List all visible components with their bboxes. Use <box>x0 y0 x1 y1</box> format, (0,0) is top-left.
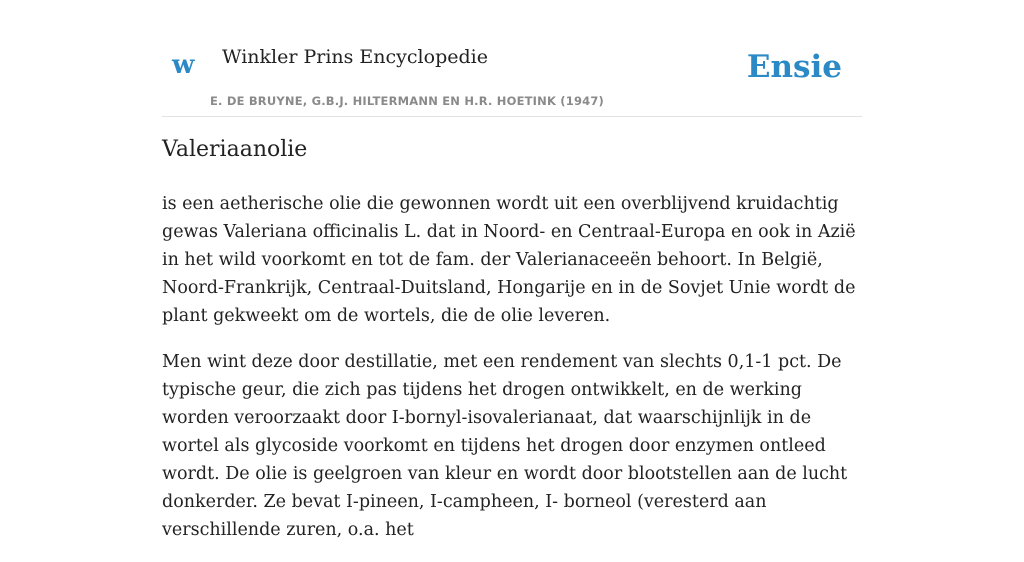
ensie-logo-link[interactable]: Ensie <box>746 49 842 85</box>
source-header <box>162 38 862 117</box>
article-paragraph: Men wint deze door destillatie, met een rendement van slechts 0,1-1 pct. De typische geur, die zich pas tijdens het drogen ontwikkelt, en de werking worden veroorzaakt door I-bornyl-isovalerianaat, dat waarschijnlijk in de wortel als glycoside voorkomt en tijdens het drogen door enzymen ontleed wordt. De olie is geelgroen van kleur en wordt door blootstellen aan de lucht donkerder. Ze bevat I-pineen, I-campheen, I- borneol (veresterd aan verschillende zuren, o.a. het <box>162 351 848 540</box>
source-title[interactable]: Winkler Prins Encyclopedie <box>222 46 488 68</box>
article-title: Valeriaanolie <box>162 137 308 162</box>
winkler-prins-logo-icon[interactable]: w <box>172 50 195 80</box>
article <box>162 136 864 562</box>
article-paragraph: is een aetherische olie die gewonnen wordt uit een overblijvend kruidachtig gewas Valeriana officinalis L. dat in Noord- en Centraal-Europa en ook in Azië in het wild voorkomt en tot de fam. der Valerianaceeën behoort. In België, Noord-Frankrijk, Centraal-Duitsland, Hongarije en in de Sovjet Unie wordt de plant gekweekt om de wortels, die de olie leveren. <box>162 193 856 326</box>
source-authors: E. DE BRUYNE, G.B.J. HILTERMANN EN H.R. HOETINK (1947) <box>210 94 605 108</box>
